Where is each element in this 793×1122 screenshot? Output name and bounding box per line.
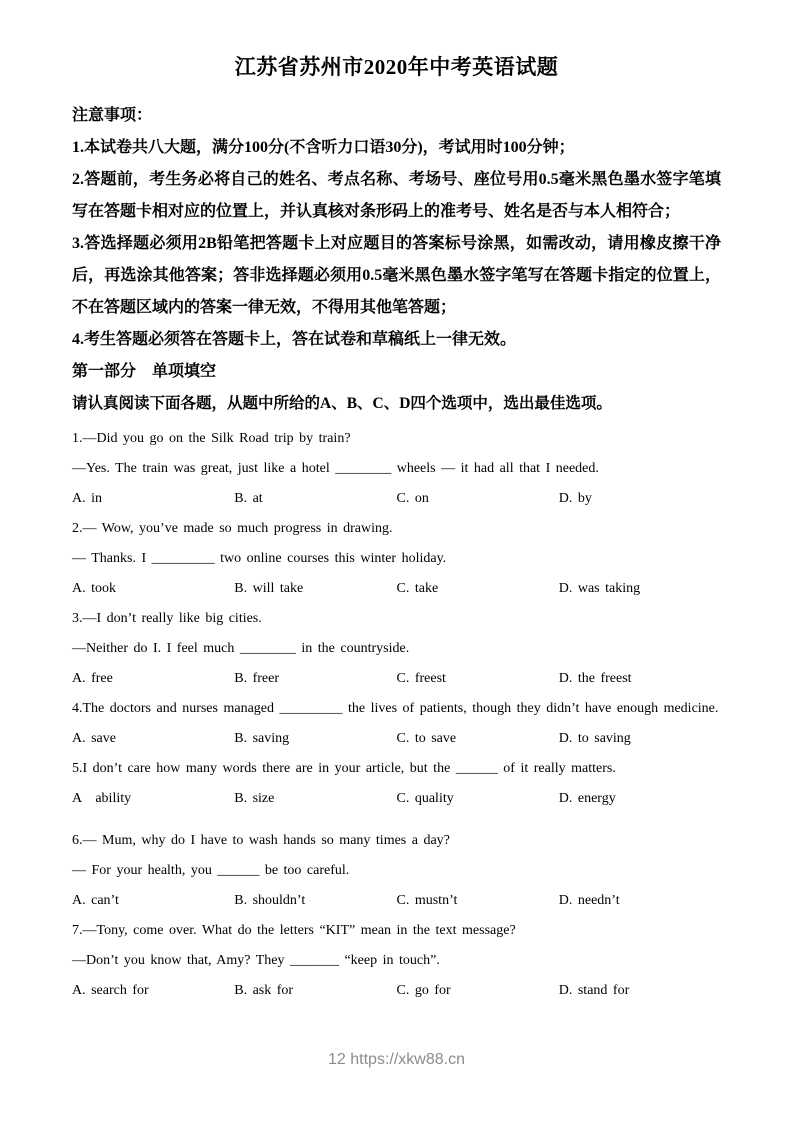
option-c: C. take	[396, 581, 439, 596]
options-row	[72, 976, 721, 1006]
option-b: B. will take	[234, 581, 304, 596]
section-instruction: 请认真阅读下面各题，从题中所给的A、B、C、D四个选项中，选出最佳选项。	[72, 395, 612, 412]
option-a: A. in	[72, 491, 102, 506]
option-d: D. by	[558, 491, 592, 506]
question-line: 4.The doctors and nurses managed _________ the lives of patients, though they didn’t have enough medicine.	[72, 701, 719, 716]
option-b: B. at	[234, 491, 263, 506]
options-row	[72, 784, 721, 814]
section-heading: 第一部分 单项填空	[72, 363, 217, 380]
option-d: D. energy	[558, 791, 616, 806]
option-d: D. needn’t	[558, 893, 620, 908]
footer-text: 12 https://xkw88.cn	[328, 1051, 465, 1068]
question-line: —Neither do I. I feel much ________ in the countryside.	[72, 641, 410, 656]
options-row	[72, 664, 721, 694]
page-title: 江苏省苏州市2020年中考英语试题	[234, 55, 559, 79]
option-b: B. shouldn’t	[234, 893, 306, 908]
question-line: 3.—I don’t really like big cities.	[72, 611, 262, 626]
question-line: 1.—Did you go on the Silk Road trip by train?	[72, 431, 351, 446]
notice-section	[72, 100, 721, 356]
question-4	[72, 694, 721, 754]
question-line: — Thanks. I _________ two online courses this winter holiday.	[72, 551, 447, 566]
option-d: D. the freest	[558, 671, 632, 686]
option-b: B. freer	[234, 671, 280, 686]
option-c: C. mustn’t	[396, 893, 458, 908]
options-row	[72, 886, 721, 916]
question-line: — For your health, you ______ be too careful.	[72, 863, 350, 878]
option-c: C. quality	[396, 791, 454, 806]
question-line: 2.— Wow, you’ve made so much progress in drawing.	[72, 521, 393, 536]
question-line: 7.—Tony, come over. What do the letters “KIT” mean in the text message?	[72, 923, 516, 938]
option-c: C. to save	[396, 731, 457, 746]
question-3	[72, 604, 721, 694]
option-b: B. size	[234, 791, 275, 806]
option-a: A. free	[72, 671, 113, 686]
notice-item: 2.答题前，考生务必将自己的姓名、考点名称、考场号、座位号用0.5毫米黑色墨水签字笔填写在答题卡相对应的位置上，并认真核对条形码上的准考号、姓名是否与本人相符合；	[72, 171, 721, 220]
question-line: 6.— Mum, why do I have to wash hands so many times a day?	[72, 833, 450, 848]
option-c: C. on	[396, 491, 429, 506]
option-a: A. search for	[72, 983, 149, 998]
question-line: —Don’t you know that, Amy? They _______ “keep in touch”.	[72, 953, 440, 968]
options-row	[72, 724, 721, 754]
question-5	[72, 754, 721, 814]
notice-item: 3.答选择题必须用2B铅笔把答题卡上对应题目的答案标号涂黑，如需改动，请用橡皮擦干净后，再选涂其他答案；答非选择题必须用0.5毫米黑色墨水签字笔写在答题卡指定的位置上，不在答题区域内的答案一律无效，不得用其他笔答题；	[72, 235, 721, 316]
option-b: B. saving	[234, 731, 290, 746]
option-d: D. to saving	[558, 731, 631, 746]
option-a: A. save	[72, 731, 116, 746]
question-2	[72, 514, 721, 604]
option-d: D. was taking	[558, 581, 641, 596]
option-b: B. ask for	[234, 983, 294, 998]
question-line: —Yes. The train was great, just like a hotel ________ wheels — it had all that I needed.	[72, 461, 599, 476]
option-a: A. took	[72, 581, 116, 596]
option-a: A. can’t	[72, 893, 119, 908]
option-c: C. go for	[396, 983, 451, 998]
question-7	[72, 916, 721, 1006]
options-row	[72, 484, 721, 514]
question-6	[72, 826, 721, 916]
notice-heading: 注意事项：	[72, 107, 153, 124]
options-row	[72, 574, 721, 604]
question-1	[72, 424, 721, 514]
notice-item: 1.本试卷共八大题，满分100分(不含听力口语30分)，考试用时100分钟；	[72, 139, 575, 156]
option-d: D. stand for	[558, 983, 630, 998]
option-a: A ability	[72, 791, 132, 806]
option-c: C. freest	[396, 671, 446, 686]
question-line: 5.I don’t care how many words there are in your article, but the ______ of it really matters.	[72, 761, 616, 776]
notice-item: 4.考生答题必须答在答题卡上，答在试卷和草稿纸上一律无效。	[72, 331, 517, 348]
